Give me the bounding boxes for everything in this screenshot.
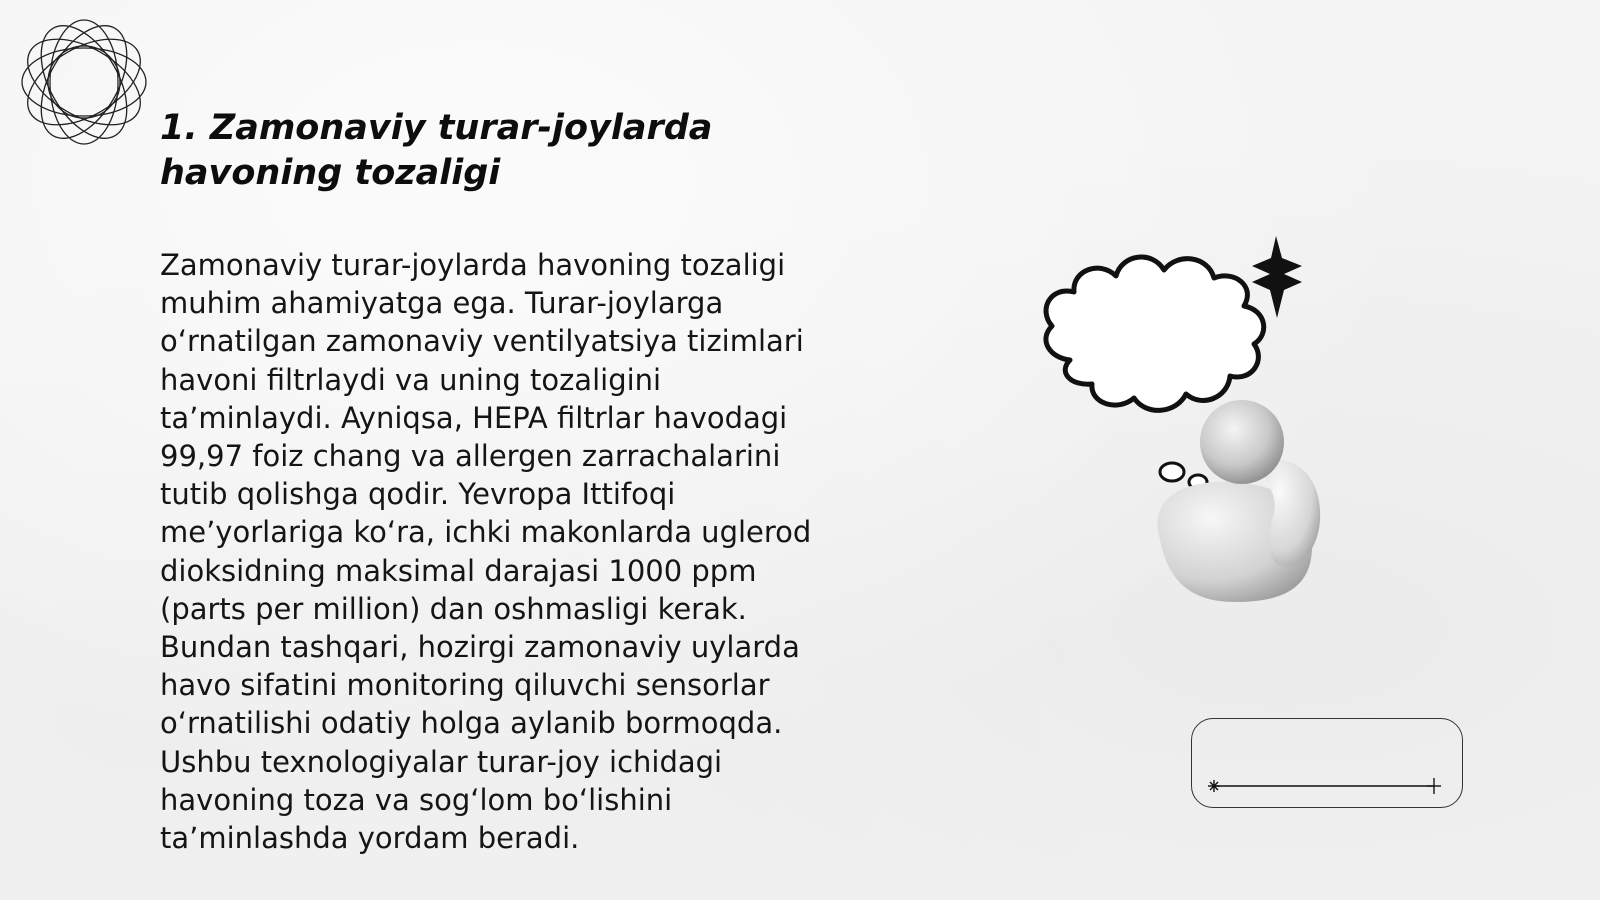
slide-title: 1. Zamonaviy turar-joylarda havoning tozaligi: [160, 108, 713, 193]
thought-cloud-icon: [1046, 257, 1264, 410]
slide-body-text: Zamonaviy turar-joylarda havoning tozaligi muhim ahamiyatga ega. Turar-joylarga oʻrnatilgan zamonaviy ventilyatsiya tizimlari havoni filtrlaydi va uning tozaligini taʼminlaydi. Ayniqsa, HEPA filtrlar havodagi 99,97 foiz chang va allergen zarrachalarini tutib qolishga qodir. Yevropa Ittifoqi meʼyorlariga koʻra, ichki makonlarda uglerod dioksidning maksimal darajasi 1000 ppm (parts per million) dan oshmasligi kerak. Bundan tashqari, hozirgi zamonaviy uylarda havo sifatini monitoring qiluvchi sensorlar oʻrnatilishi odatiy holga aylanib bormoqda. Ushbu texnologiyalar turar-joy ichidagi havoning toza va sogʻlom boʻlishini taʼminlashda yordam beradi.: [160, 248, 812, 856]
sparkle-line-icon: [1206, 777, 1442, 795]
caption-box: [1191, 718, 1463, 808]
thinking-person-icon: [1030, 230, 1350, 620]
person-figure: [1157, 400, 1320, 602]
sparkle-icon: [1252, 236, 1302, 318]
orbit-rings-icon: [10, 8, 158, 156]
